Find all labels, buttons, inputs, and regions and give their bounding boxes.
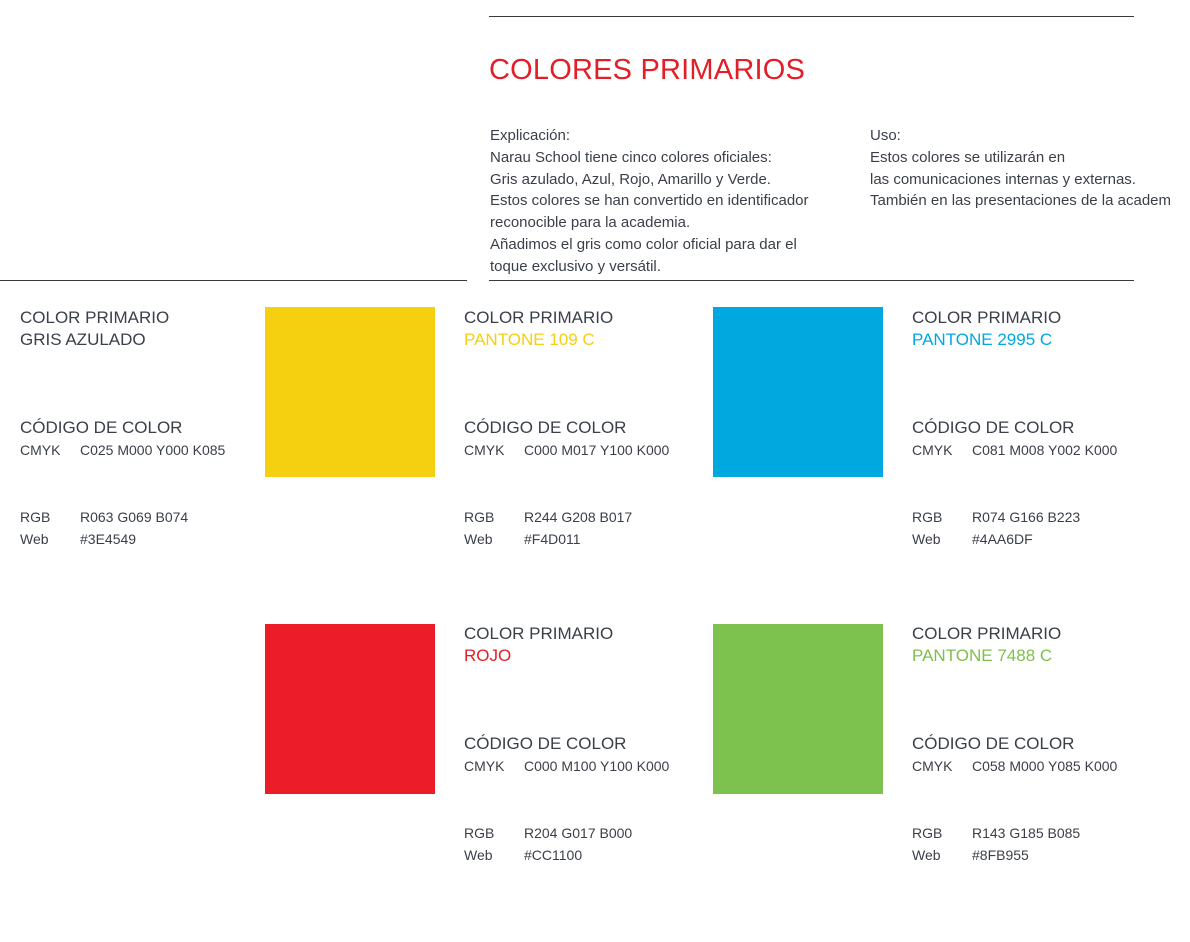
color-primario-label: COLOR PRIMARIO [912,308,1062,327]
web-label: Web [20,531,49,547]
rgb-row [912,825,1080,841]
uso-line: las comunicaciones internas y externas. [870,170,1136,188]
explicacion-line: Estos colores se han convertido en identificador [490,192,809,210]
cmyk-value: C025 M000 Y000 K085 [80,442,226,458]
cmyk-value: C081 M008 Y002 K000 [972,442,1118,458]
codigo-de-color-label: CÓDIGO DE COLOR [20,418,183,437]
web-value: #4AA6DF [972,531,1033,547]
web-row [912,847,1029,863]
rgb-label: RGB [464,509,495,525]
explicacion-line: reconocible para la academia. [490,214,691,232]
swatch-yellow [265,307,435,477]
codigo-de-color-label: CÓDIGO DE COLOR [464,418,627,437]
cmyk-label: CMYK [912,758,953,774]
explicacion-line: Gris azulado, Azul, Rojo, Amarillo y Verde. [490,170,771,188]
color-name: ROJO [464,646,512,665]
web-label: Web [464,531,493,547]
web-label: Web [464,847,493,863]
explicacion-line: toque exclusivo y versátil. [490,257,661,275]
cmyk-label: CMYK [464,442,505,458]
color-block-rojo [464,624,694,874]
web-value: #8FB955 [972,847,1029,863]
cmyk-row [20,442,225,458]
cmyk-row [464,442,669,458]
top-rule [489,16,1134,17]
color-name: PANTONE 2995 C [912,330,1053,349]
rgb-value: R244 G208 B017 [524,509,633,525]
web-label: Web [912,531,941,547]
rgb-row [20,509,188,525]
web-value: #3E4549 [80,531,137,547]
explicacion-line: Narau School tiene cinco colores oficiales: [490,148,772,166]
explicacion-paragraph [490,125,809,278]
cmyk-row [464,758,669,774]
rgb-value: R204 G017 B000 [524,825,633,841]
cmyk-label: CMYK [464,758,505,774]
swatch-red [265,624,435,794]
codigo-de-color-label: CÓDIGO DE COLOR [912,418,1075,437]
uso-line: Estos colores se utilizarán en [870,148,1066,166]
color-block-pantone-2995c [912,308,1142,558]
web-row [20,531,136,547]
color-name: PANTONE 109 C [464,330,595,349]
color-block-pantone-109c [464,308,694,558]
cmyk-value: C058 M000 Y085 K000 [972,758,1118,774]
explicacion-line: Explicación: [490,127,571,144]
cmyk-value: C000 M017 Y100 K000 [524,442,670,458]
right-section-rule [489,280,1134,281]
web-row [464,847,582,863]
color-primario-label: COLOR PRIMARIO [464,308,614,327]
explicacion-line: Añadimos el gris como color oficial para dar el [490,235,797,253]
cmyk-label: CMYK [20,442,61,458]
web-row [464,531,581,547]
rgb-value: R063 G069 B074 [80,509,189,525]
web-value: #CC1100 [524,847,583,863]
rgb-label: RGB [912,509,943,525]
color-name: PANTONE 7488 C [912,646,1053,665]
swatch-blue [713,307,883,477]
rgb-value: R074 G166 B223 [972,509,1081,525]
rgb-label: RGB [20,509,51,525]
color-primario-label: COLOR PRIMARIO [20,308,170,327]
web-label: Web [912,847,941,863]
web-value: #F4D011 [524,531,581,547]
page-title: COLORES PRIMARIOS [489,54,806,86]
codigo-de-color-label: CÓDIGO DE COLOR [912,734,1075,753]
rgb-label: RGB [912,825,943,841]
cmyk-value: C000 M100 Y100 K000 [524,758,670,774]
color-block-gris-azulado [20,308,250,558]
rgb-row [912,509,1080,525]
swatch-green [713,624,883,794]
cmyk-label: CMYK [912,442,953,458]
rgb-row [464,825,632,841]
uso-line: Uso: [870,127,901,144]
rgb-row [464,509,632,525]
color-primario-label: COLOR PRIMARIO [912,624,1062,643]
left-section-rule [0,280,467,281]
color-primario-label: COLOR PRIMARIO [464,624,614,643]
color-block-pantone-7488c [912,624,1142,874]
cmyk-row [912,442,1117,458]
cmyk-row [912,758,1117,774]
rgb-label: RGB [464,825,495,841]
uso-paragraph [870,125,1190,212]
rgb-value: R143 G185 B085 [972,825,1081,841]
color-name: GRIS AZULADO [20,330,146,349]
codigo-de-color-label: CÓDIGO DE COLOR [464,734,627,753]
web-row [912,531,1033,547]
uso-line: También en las presentaciones de la academ [870,192,1172,210]
